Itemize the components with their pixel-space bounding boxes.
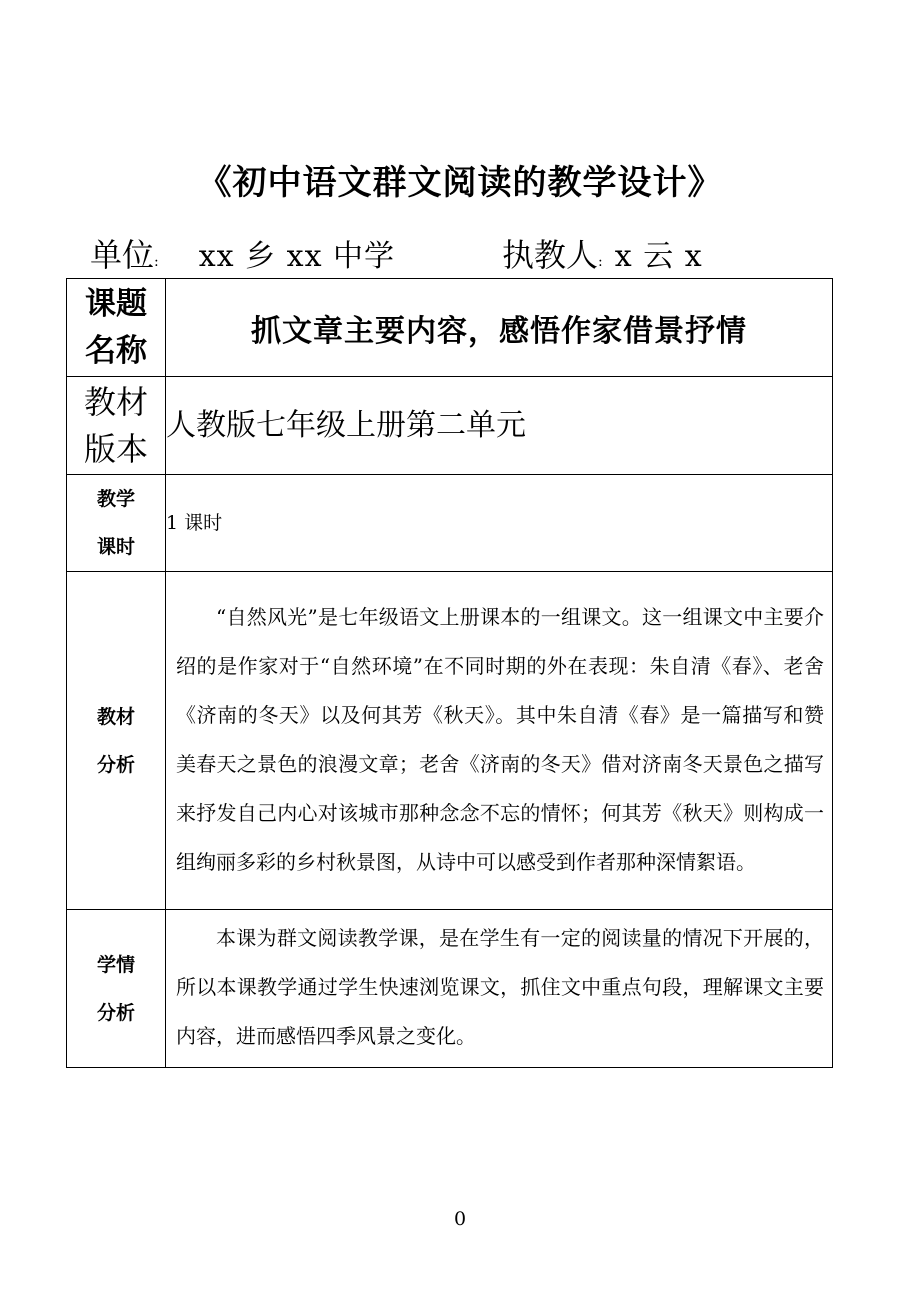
table-row-hours — [67, 475, 833, 572]
teacher-value: x 云 x — [614, 239, 703, 274]
unit-colon: : — [154, 254, 159, 270]
student-analysis-text: 本课为群文阅读教学课，是在学生有一定的阅读量的情况下开展的，所以本课教学通过学生快速浏览课文，抓住文中重点句段，理解课文主要内容，进而感悟四季风景之变化。 — [176, 926, 824, 1048]
edition-label-line1: 教材 — [83, 382, 148, 421]
teacher-label: 执教人 — [502, 236, 599, 274]
unit-label: 单位 — [90, 236, 155, 274]
hours-label-cell — [67, 475, 166, 572]
table-row-material-analysis — [67, 572, 833, 910]
edition-value: 人教版七年级上册第二单元 — [166, 377, 833, 475]
student-analysis-label-line2: 分析 — [96, 1001, 135, 1024]
hours-label-line1: 教学 — [96, 488, 135, 510]
lesson-plan-table — [66, 278, 833, 1068]
edition-label-cell — [67, 377, 166, 475]
teacher-line — [502, 232, 703, 278]
table-row-topic — [67, 279, 833, 377]
document-title: 《初中语文群文阅读的教学设计》 — [197, 163, 723, 203]
topic-label-line1: 课题 — [85, 285, 147, 322]
material-analysis-text: “自然风光”是七年级语文上册课本的一组课文。这一组课文中主要介绍的是作家对于“自然环境”在不同时期的外在表现：朱自清《春》、老舍《济南的冬天》以及何其芳《秋天》。其中朱自清《春》是一篇描写和赞美春天之景色的浪漫文章；老舍《济南的冬天》借对济南冬天景色之描写来抒发自己内心对该城市那种念念不忘的情怀；何其芳《秋天》则构成一组绚丽多彩的乡村秋景图，从诗中可以感受到作者那种深情絮语。 — [176, 604, 824, 874]
hours-label-line2: 课时 — [96, 536, 135, 558]
student-analysis-cell — [166, 910, 833, 1068]
student-analysis-label-line1: 学情 — [96, 953, 135, 976]
material-analysis-label-line2: 分析 — [96, 753, 135, 776]
student-analysis-label-cell — [67, 910, 166, 1068]
hours-value: 1 课时 — [166, 475, 833, 572]
material-analysis-label-line1: 教材 — [96, 705, 135, 728]
unit-value: xx 乡 xx 中学 — [198, 239, 396, 274]
topic-label-line2: 名称 — [85, 332, 147, 369]
table-row-edition — [67, 377, 833, 475]
teacher-colon: : — [598, 254, 603, 270]
material-analysis-cell — [166, 572, 833, 910]
unit-line — [90, 232, 395, 278]
edition-label-line2: 版本 — [83, 429, 148, 468]
material-analysis-label-cell — [67, 572, 166, 910]
topic-value: 抓文章主要内容，感悟作家借景抒情 — [166, 279, 833, 377]
table-row-student-analysis — [67, 910, 833, 1068]
topic-label-cell — [67, 279, 166, 377]
page-number: 0 — [453, 1208, 467, 1230]
